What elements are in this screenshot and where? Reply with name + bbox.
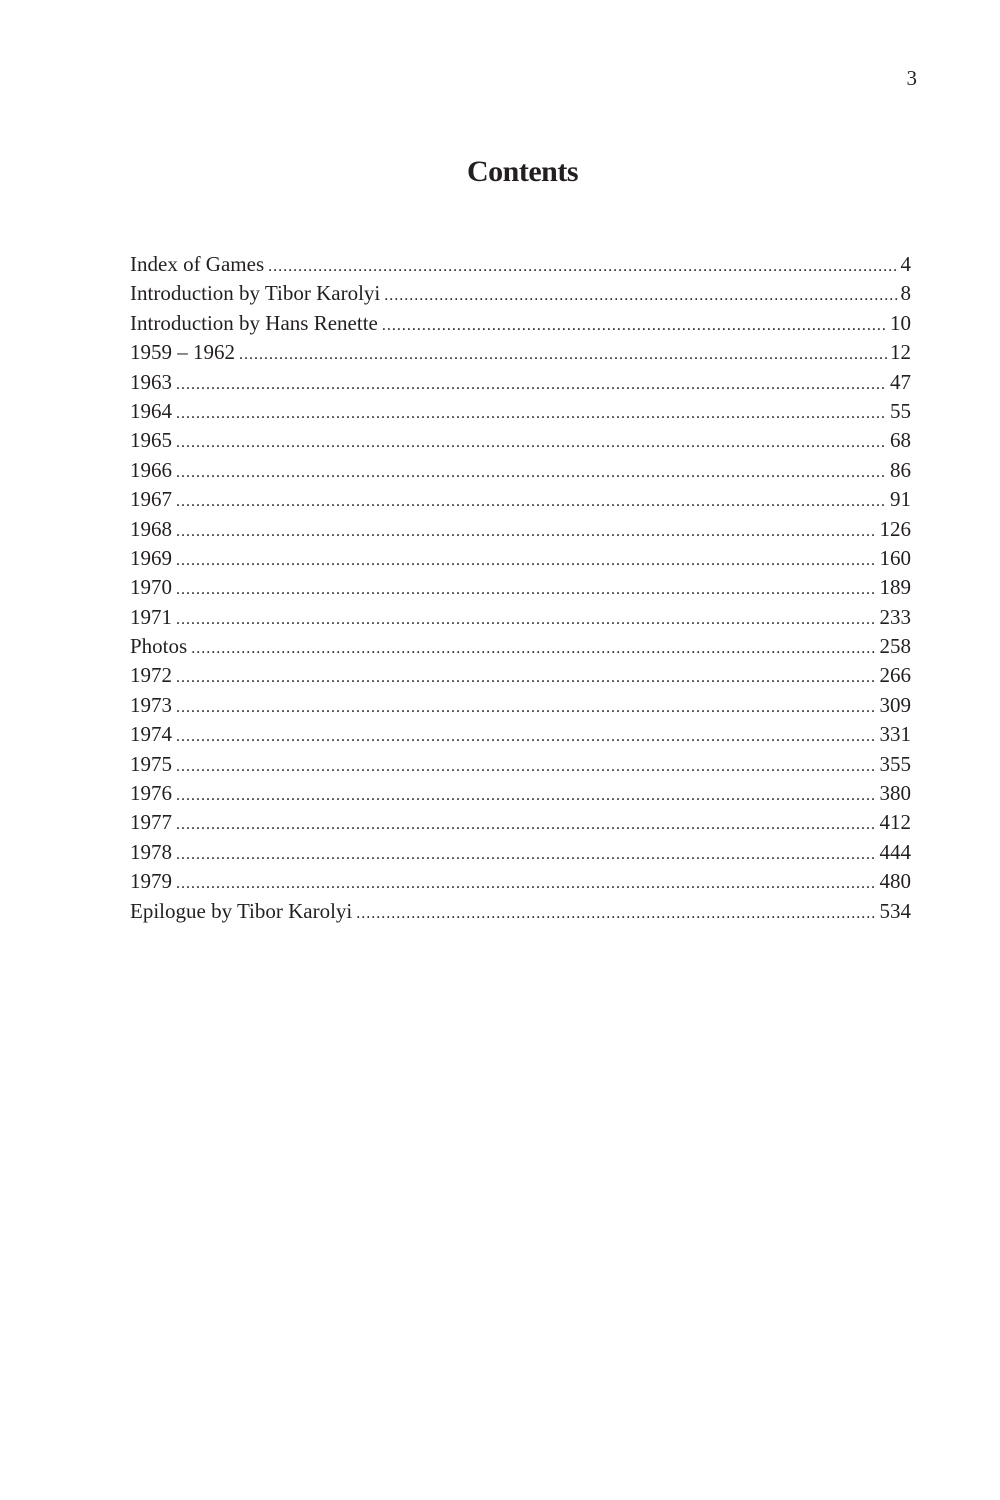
toc-entry-label: 1971 xyxy=(130,604,172,629)
toc-entry-page: 258 xyxy=(879,634,911,659)
toc-entry-label: 1969 xyxy=(130,545,172,570)
toc-entry-label: 1965 xyxy=(130,428,172,453)
toc-dot-leader xyxy=(239,340,887,367)
toc-entry[interactable] xyxy=(130,897,911,926)
toc-entry[interactable] xyxy=(130,515,911,544)
toc-dot-leader xyxy=(176,399,887,426)
table-of-contents xyxy=(130,250,911,926)
toc-entry-page: 309 xyxy=(879,692,911,717)
toc-entry-page: 380 xyxy=(879,781,911,806)
toc-dot-leader xyxy=(176,722,877,749)
toc-dot-leader xyxy=(176,605,877,632)
toc-entry[interactable] xyxy=(130,309,911,338)
toc-entry-page: 8 xyxy=(900,281,911,306)
toc-entry[interactable] xyxy=(130,456,911,485)
toc-entry[interactable] xyxy=(130,279,911,308)
toc-entry[interactable] xyxy=(130,808,911,837)
toc-entry-page: 4 xyxy=(900,252,911,276)
toc-dot-leader xyxy=(176,487,887,514)
toc-entry-page: 233 xyxy=(879,604,911,629)
toc-entry[interactable] xyxy=(130,338,911,367)
toc-dot-leader xyxy=(176,869,877,896)
toc-entry-page: 12 xyxy=(890,340,911,365)
toc-entry-label: Index of Games xyxy=(130,252,265,276)
toc-entry-page: 266 xyxy=(879,663,911,688)
toc-entry-page: 331 xyxy=(879,722,911,747)
toc-dot-leader xyxy=(384,281,897,308)
toc-dot-leader xyxy=(191,634,876,661)
toc-entry-page: 189 xyxy=(879,575,911,600)
toc-dot-leader xyxy=(176,458,887,485)
toc-entry-page: 10 xyxy=(890,310,911,335)
toc-dot-leader xyxy=(176,810,877,837)
toc-dot-leader xyxy=(356,899,876,926)
toc-entry-page: 412 xyxy=(879,810,911,835)
toc-entry-label: 1979 xyxy=(130,869,172,894)
toc-dot-leader xyxy=(176,781,877,808)
toc-entry[interactable] xyxy=(130,368,911,397)
toc-dot-leader xyxy=(176,575,877,602)
toc-entry-page: 55 xyxy=(890,398,911,423)
toc-dot-leader xyxy=(176,370,887,397)
toc-entry-label: 1963 xyxy=(130,369,172,394)
toc-entry-page: 47 xyxy=(890,369,911,394)
toc-entry-label: 1967 xyxy=(130,487,172,512)
toc-entry[interactable] xyxy=(130,661,911,690)
toc-entry-page: 444 xyxy=(879,839,911,864)
toc-entry-page: 68 xyxy=(890,428,911,453)
toc-entry[interactable] xyxy=(130,485,911,514)
toc-entry[interactable] xyxy=(130,250,911,279)
toc-dot-leader xyxy=(176,693,877,720)
page-number: 3 xyxy=(906,66,917,90)
toc-entry[interactable] xyxy=(130,632,911,661)
toc-entry-label: 1968 xyxy=(130,516,172,541)
toc-entry[interactable] xyxy=(130,603,911,632)
toc-dot-leader xyxy=(176,840,877,867)
toc-entry[interactable] xyxy=(130,720,911,749)
page-title: Contents xyxy=(466,155,578,188)
toc-entry-label: 1976 xyxy=(130,781,172,806)
toc-entry-label: 1978 xyxy=(130,839,172,864)
toc-entry-label: Epilogue by Tibor Karolyi xyxy=(130,898,353,923)
toc-entry-label: 1964 xyxy=(130,398,172,423)
toc-entry[interactable] xyxy=(130,779,911,808)
toc-entry-label: 1974 xyxy=(130,722,172,747)
toc-entry[interactable] xyxy=(130,397,911,426)
toc-entry-page: 355 xyxy=(879,751,911,776)
toc-entry-label: 1966 xyxy=(130,457,172,482)
toc-entry-label: 1959 – 1962 xyxy=(130,340,235,365)
toc-entry-page: 534 xyxy=(879,898,911,923)
toc-entry[interactable] xyxy=(130,426,911,455)
toc-dot-leader xyxy=(176,663,877,690)
toc-entry-label: 1973 xyxy=(130,692,172,717)
toc-entry-page: 480 xyxy=(879,869,911,894)
toc-dot-leader xyxy=(176,428,887,455)
toc-entry-label: 1975 xyxy=(130,751,172,776)
toc-entry[interactable] xyxy=(130,544,911,573)
toc-entry[interactable] xyxy=(130,838,911,867)
toc-entry[interactable] xyxy=(130,691,911,720)
toc-entry-label: 1970 xyxy=(130,575,172,600)
toc-entry-label: 1977 xyxy=(130,810,172,835)
toc-entry-page: 126 xyxy=(879,516,911,541)
toc-dot-leader xyxy=(176,752,877,779)
toc-entry-page: 91 xyxy=(890,487,911,512)
toc-entry[interactable] xyxy=(130,750,911,779)
toc-entry[interactable] xyxy=(130,573,911,602)
toc-entry-label: Introduction by Hans Renette xyxy=(130,310,378,335)
toc-entry[interactable] xyxy=(130,867,911,896)
toc-dot-leader xyxy=(176,546,877,573)
toc-dot-leader xyxy=(382,311,887,338)
toc-dot-leader xyxy=(268,252,897,279)
toc-entry-label: 1972 xyxy=(130,663,172,688)
toc-entry-label: Introduction by Tibor Karolyi xyxy=(130,281,381,306)
toc-entry-page: 86 xyxy=(890,457,911,482)
toc-entry-label: Photos xyxy=(130,634,188,659)
toc-dot-leader xyxy=(176,517,877,544)
toc-entry-page: 160 xyxy=(879,545,911,570)
